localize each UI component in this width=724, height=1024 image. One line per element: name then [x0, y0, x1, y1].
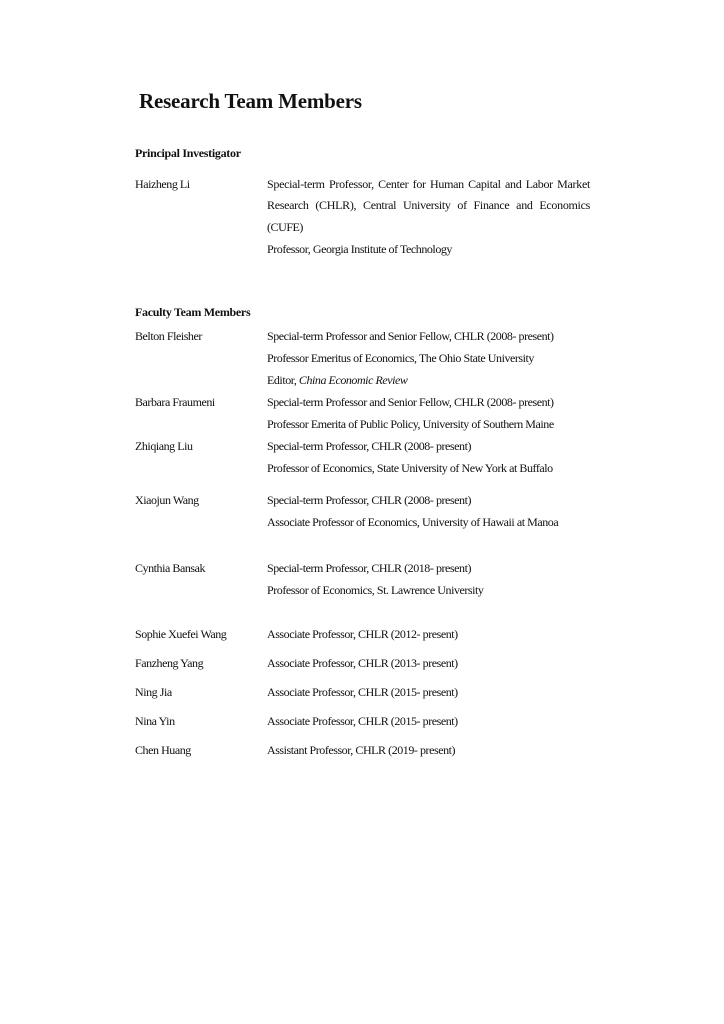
- page-title: Research Team Members: [139, 89, 362, 113]
- member-title-line: Professor of Economics, State University of New York at Buffalo: [267, 461, 553, 475]
- member-title-line: Professor Emerita of Public Policy, University of Southern Maine: [267, 417, 554, 431]
- journal-title: China Economic Review: [298, 373, 408, 387]
- member-title-line: Associate Professor of Economics, University of Hawaii at Manoa: [267, 515, 559, 529]
- member-title-line: Associate Professor, CHLR (2012- present): [267, 627, 458, 641]
- member-title-line: Associate Professor, CHLR (2013- present): [267, 656, 458, 670]
- editor-prefix: Editor,: [267, 373, 299, 387]
- member-title-line: Research (CHLR), Central University of Finance and Economics: [267, 198, 590, 212]
- section-heading-faculty-team-members: Faculty Team Members: [135, 305, 251, 319]
- member-title-line-editor: [267, 372, 407, 388]
- member-title-line: Professor Emeritus of Economics, The Ohio State University: [267, 351, 534, 365]
- member-name: Barbara Fraumeni: [135, 395, 215, 409]
- member-name: Nina Yin: [135, 714, 175, 728]
- member-title-line: Professor, Georgia Institute of Technology: [267, 242, 452, 256]
- member-name: Belton Fleisher: [135, 329, 202, 343]
- member-title-line: Special-term Professor and Senior Fellow, CHLR (2008- present): [267, 395, 554, 409]
- member-title-line: Associate Professor, CHLR (2015- present): [267, 685, 458, 699]
- member-title-line: Special-term Professor, CHLR (2008- present): [267, 493, 471, 507]
- member-title-line: Assistant Professor, CHLR (2019- present): [267, 743, 456, 757]
- member-title-line: Associate Professor, CHLR (2015- present): [267, 714, 458, 728]
- member-title-line: (CUFE): [267, 220, 303, 234]
- member-name: Xiaojun Wang: [135, 493, 199, 507]
- member-title-line: Professor of Economics, St. Lawrence University: [267, 583, 484, 597]
- member-name: Cynthia Bansak: [135, 561, 206, 575]
- member-name: Sophie Xuefei Wang: [135, 627, 227, 641]
- member-title-line: Special-term Professor and Senior Fellow, CHLR (2008- present): [267, 329, 554, 343]
- member-name: Ning Jia: [135, 685, 172, 699]
- member-title-line: Special-term Professor, CHLR (2008- present): [267, 439, 471, 453]
- member-name: Haizheng Li: [135, 177, 190, 191]
- member-name: Zhiqiang Liu: [135, 439, 193, 453]
- section-heading-principal-investigator: Principal Investigator: [135, 146, 241, 160]
- member-title-line: Special-term Professor, CHLR (2018- present): [267, 561, 471, 575]
- member-name: Fanzheng Yang: [135, 656, 204, 670]
- member-title-line: Special-term Professor, Center for Human Capital and Labor Market: [267, 177, 590, 191]
- member-name: Chen Huang: [135, 743, 191, 757]
